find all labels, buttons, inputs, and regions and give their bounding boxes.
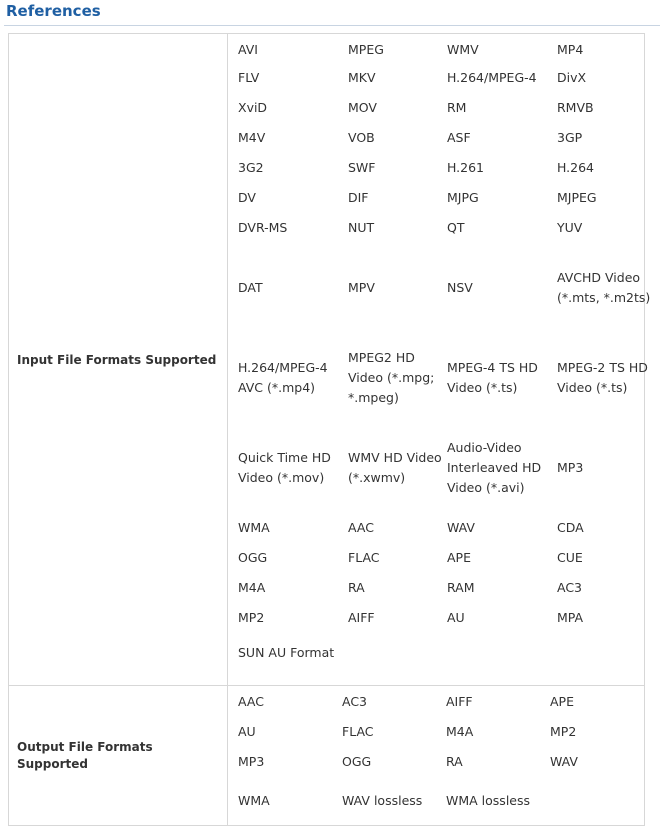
format-cell: WMV HD Video (*.xwmv) xyxy=(348,450,442,485)
format-cell: FLV xyxy=(238,70,260,85)
format-cell: WAV xyxy=(447,520,475,535)
format-cell: CUE xyxy=(557,550,583,565)
format-cell: CDA xyxy=(557,520,584,535)
format-cell: M4V xyxy=(238,130,266,145)
format-cell: H.261 xyxy=(447,160,485,175)
label-column-divider xyxy=(227,33,228,826)
format-cell: H.264/MPEG-4 xyxy=(447,70,537,85)
output-formats-label: Output File Formats Supported xyxy=(17,740,153,771)
format-cell: AU xyxy=(447,610,465,625)
format-cell: DVR-MS xyxy=(238,220,288,235)
format-cell: MJPG xyxy=(447,190,479,205)
format-cell: APE xyxy=(550,694,574,709)
format-cell: AAC xyxy=(238,694,264,709)
format-cell: RMVB xyxy=(557,100,594,115)
format-cell: SWF xyxy=(348,160,376,175)
format-cell: SUN AU Format xyxy=(238,645,335,660)
format-cell: 3G2 xyxy=(238,160,264,175)
format-cell: AU xyxy=(238,724,256,739)
format-cell: VOB xyxy=(348,130,375,145)
format-cell: APE xyxy=(447,550,471,565)
format-cell: AAC xyxy=(348,520,374,535)
format-cell: DIF xyxy=(348,190,369,205)
format-cell: MP3 xyxy=(238,754,265,769)
format-cell: DAT xyxy=(238,280,263,295)
format-cell: RM xyxy=(447,100,467,115)
format-cell: WMA lossless xyxy=(446,793,531,808)
format-cell: DivX xyxy=(557,70,587,85)
format-cell: AVCHD Video (*.mts, *.m2ts) xyxy=(557,270,651,305)
format-cell: YUV xyxy=(557,220,583,235)
format-cell: MPEG-4 TS HD Video (*.ts) xyxy=(447,360,538,395)
format-cell: OGG xyxy=(342,754,372,769)
format-cell: Audio-Video Interleaved HD Video (*.avi) xyxy=(447,440,542,495)
format-cell: DV xyxy=(238,190,256,205)
format-cell: QT xyxy=(447,220,465,235)
format-cell: AC3 xyxy=(342,694,368,709)
input-formats-label: Input File Formats Supported xyxy=(17,353,217,367)
format-cell: H.264 xyxy=(557,160,595,175)
format-cell: WMA xyxy=(238,520,270,535)
format-cell: MOV xyxy=(348,100,377,115)
format-cell: AVI xyxy=(238,42,258,57)
section-divider xyxy=(8,685,645,686)
format-cell: MPEG xyxy=(348,42,384,57)
format-cell: H.264/MPEG-4 AVC (*.mp4) xyxy=(238,360,328,395)
format-cell: MPEG-2 TS HD Video (*.ts) xyxy=(557,360,648,395)
format-cell: MPA xyxy=(557,610,584,625)
format-cell: MPV xyxy=(348,280,375,295)
format-cell: WMA xyxy=(238,793,270,808)
format-cell: AIFF xyxy=(446,694,473,709)
format-cell: RA xyxy=(446,754,463,769)
format-cell: MPEG2 HD Video (*.mpg; *.mpeg) xyxy=(348,350,435,405)
page-title: References xyxy=(6,2,101,20)
format-cell: MP2 xyxy=(550,724,577,739)
format-cell: AC3 xyxy=(557,580,583,595)
format-cell: NUT xyxy=(348,220,375,235)
format-cell: MP3 xyxy=(557,460,584,475)
format-cell: XviD xyxy=(238,100,268,115)
format-cell: NSV xyxy=(447,280,473,295)
format-cell: FLAC xyxy=(342,724,374,739)
format-cell: AIFF xyxy=(348,610,375,625)
format-cell: 3GP xyxy=(557,130,583,145)
format-cell: MP2 xyxy=(238,610,265,625)
format-cell: ASF xyxy=(447,130,471,145)
format-cell: MJPEG xyxy=(557,190,597,205)
format-cell: M4A xyxy=(238,580,266,595)
format-cell: RA xyxy=(348,580,365,595)
format-cell: MP4 xyxy=(557,42,584,57)
title-divider xyxy=(4,25,660,26)
format-cell: RAM xyxy=(447,580,475,595)
format-cell: WMV xyxy=(447,42,479,57)
format-cell: FLAC xyxy=(348,550,380,565)
format-cell: Quick Time HD Video (*.mov) xyxy=(238,450,331,485)
format-cell: MKV xyxy=(348,70,376,85)
format-cell: OGG xyxy=(238,550,268,565)
format-cell: M4A xyxy=(446,724,474,739)
format-cell: WAV xyxy=(550,754,578,769)
format-cell: WAV lossless xyxy=(342,793,423,808)
